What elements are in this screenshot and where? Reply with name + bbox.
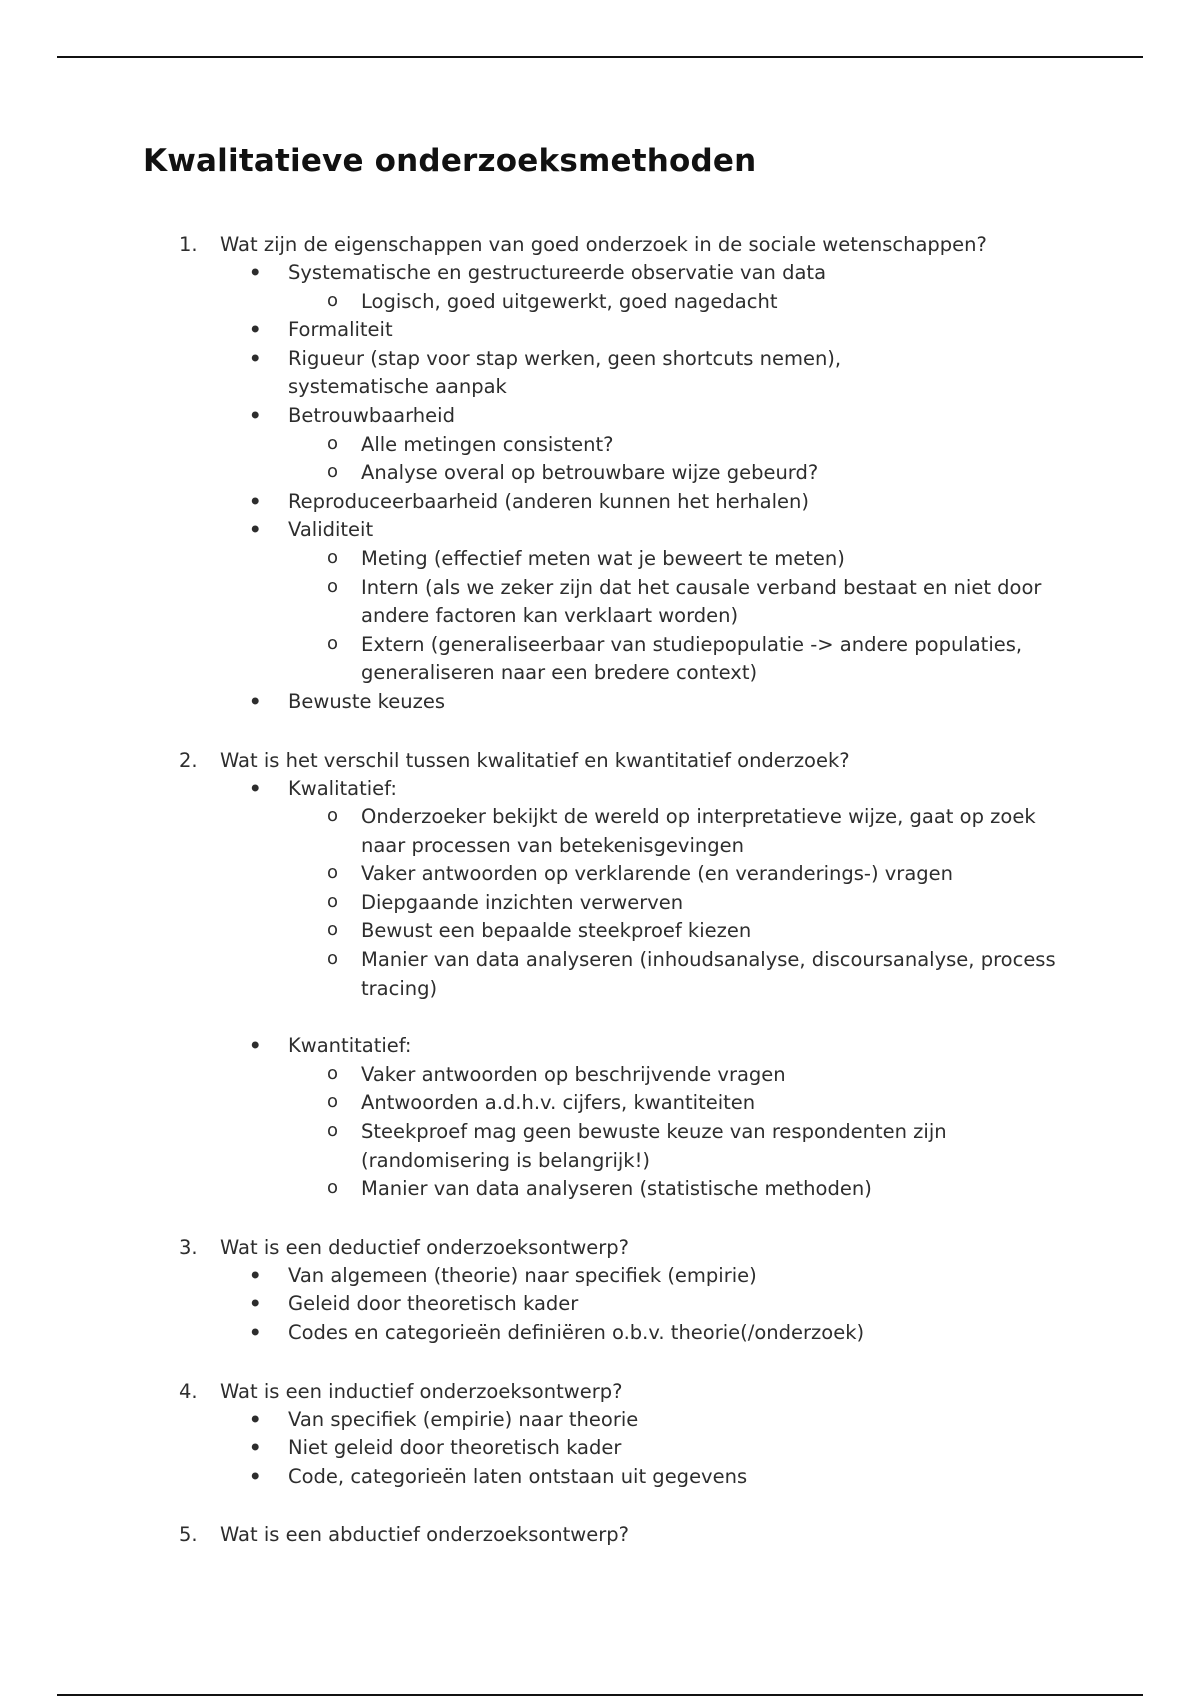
sub-item: o Vaker antwoorden op verklarende (en veranderings-) vragen	[143, 860, 1103, 889]
question-text: Wat is een abductief onderzoeksontwerp?	[220, 1523, 629, 1547]
sub-item: o Extern (generaliseerbaar van studiepopulatie -> andere populaties, generaliseren naar een bredere context)	[143, 631, 1103, 688]
sub-item: o Vaker antwoorden op beschrijvende vragen	[143, 1061, 1103, 1090]
sub-item: o Analyse overal op betrouwbare wijze gebeurd?	[143, 459, 1103, 488]
bullet-item: • Kwalitatief:	[143, 775, 1103, 804]
sub-item: o Manier van data analyseren (statistische methoden)	[143, 1175, 1103, 1204]
sub-marker: o	[327, 862, 339, 884]
sub-marker: o	[327, 1177, 339, 1199]
sub-item: o Steekproef mag geen bewuste keuze van respondenten zijn (randomisering is belangrijk!)	[143, 1118, 1103, 1175]
sub-item: o Antwoorden a.d.h.v. cijfers, kwantiteiten	[143, 1089, 1103, 1118]
sub-marker: o	[327, 546, 339, 568]
bullet-marker: •	[249, 1292, 262, 1316]
document-body	[143, 138, 1103, 1549]
question-number: 2.	[179, 748, 198, 772]
bullet-marker: •	[249, 318, 262, 342]
question-3	[143, 1233, 1103, 1262]
bullet-marker: •	[249, 403, 262, 427]
bullet-item: • Validiteit	[143, 516, 1103, 545]
bullet-marker: •	[249, 261, 262, 284]
sub-marker: o	[327, 1091, 339, 1113]
bullet-marker: •	[249, 1263, 262, 1287]
sub-marker: o	[327, 919, 339, 941]
bullet-marker: •	[249, 689, 262, 713]
bullet-item: • Reproduceerbaarheid (anderen kunnen het herhalen)	[143, 488, 1103, 517]
sub-item: o Bewust een bepaalde steekproef kiezen	[143, 917, 1103, 946]
bullet-marker: •	[249, 518, 262, 542]
bullet-item: • Van specifiek (empirie) naar theorie	[143, 1406, 1103, 1435]
bullet-marker: •	[249, 1321, 262, 1344]
sub-item: o Alle metingen consistent?	[143, 431, 1103, 460]
question-number: 4.	[179, 1379, 198, 1403]
sub-marker: o	[327, 461, 339, 483]
bullet-marker: •	[249, 1407, 262, 1431]
question-4	[143, 1377, 1103, 1406]
question-text: Wat is een deductief onderzoeksontwerp?	[220, 1235, 630, 1259]
sub-item: o Onderzoeker bekijkt de wereld op interpretatieve wijze, gaat op zoek naar processen van betekenisgevingen	[143, 803, 1103, 860]
bullet-item: • Code, categorieën laten ontstaan uit gegevens	[143, 1463, 1103, 1492]
bullet-item: • Van algemeen (theorie) naar specifiek (empirie)	[143, 1262, 1103, 1291]
bottom-rule	[57, 1694, 1143, 1696]
bullet-item: • Rigueur (stap voor stap werken, geen shortcuts nemen), systematische aanpak	[249, 346, 842, 399]
question-number: 1.	[179, 233, 198, 256]
question-1	[143, 230, 1103, 259]
bullet-marker: •	[249, 1436, 262, 1460]
bullet-item: • Betrouwbaarheid	[143, 402, 1103, 431]
sub-marker: o	[327, 575, 339, 597]
bullet-item: • Systematische en gestructureerde observatie van data	[143, 259, 1103, 288]
bullet-item: • Codes en categorieën definiëren o.b.v. theorie(/onderzoek)	[143, 1319, 1103, 1348]
sub-item: o Manier van data analyseren (inhoudsanalyse, discoursanalyse, process tracing)	[143, 946, 1103, 1003]
page-title: Kwalitatieve onderzoeksmethoden	[143, 143, 757, 179]
bullet-marker: •	[249, 346, 262, 370]
sub-marker: o	[327, 1062, 339, 1084]
question-5	[143, 1520, 1103, 1549]
bullet-item: • Bewuste keuzes	[143, 688, 1103, 717]
sub-marker: o	[327, 948, 339, 970]
bullet-item: • Kwantitatief:	[143, 1032, 1103, 1061]
question-2	[143, 746, 1103, 775]
sub-marker: o	[327, 890, 339, 912]
question-text: Wat is een inductief onderzoeksontwerp?	[220, 1379, 623, 1403]
question-number: 5.	[179, 1523, 198, 1547]
sub-item: o Intern (als we zeker zijn dat het causale verband bestaat en niet door andere factoren kan verklaart worden)	[143, 574, 1103, 631]
bullet-item: • Niet geleid door theoretisch kader	[143, 1434, 1103, 1463]
sub-marker: o	[327, 432, 339, 454]
sub-marker: o	[327, 1120, 339, 1142]
question-text: Wat is het verschil tussen kwalitatief en kwantitatief onderzoek?	[220, 748, 850, 772]
question-number: 3.	[179, 1235, 198, 1259]
sub-item: o Diepgaande inzichten verwerven	[143, 889, 1103, 918]
bullet-marker: •	[249, 776, 262, 800]
bullet-marker: •	[249, 489, 262, 513]
top-rule	[57, 56, 1143, 58]
sub-marker: o	[327, 632, 339, 654]
bullet-marker: •	[249, 1034, 262, 1058]
sub-item: o Meting (effectief meten wat je beweert te meten)	[143, 545, 1103, 574]
bullet-marker: •	[249, 1464, 262, 1488]
question-text: Wat zijn de eigenschappen van goed onderzoek in de sociale wetenschappen?	[220, 233, 987, 256]
sub-item: o Logisch, goed uitgewerkt, goed nagedacht	[143, 288, 1103, 317]
bullet-item: • Geleid door theoretisch kader	[143, 1290, 1103, 1319]
sub-marker: o	[327, 289, 339, 311]
bullet-item: • Formaliteit	[143, 316, 1103, 345]
sub-marker: o	[327, 805, 339, 827]
